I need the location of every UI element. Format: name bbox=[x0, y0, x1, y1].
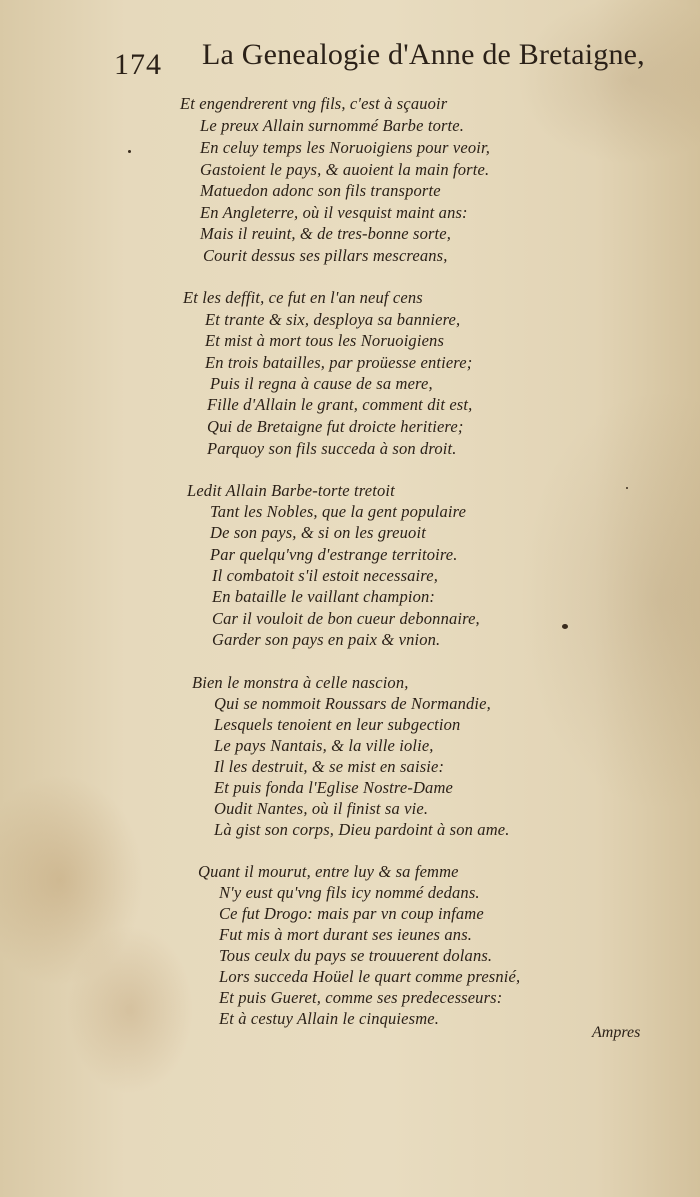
verse-line: En celuy temps les Noruoigiens pour veoir, bbox=[200, 138, 490, 157]
verse-line: N'y eust qu'vng fils icy nommé dedans. bbox=[219, 883, 480, 902]
running-title: La Genealogie d'Anne de Bretaigne, bbox=[202, 38, 645, 71]
verse-line: Et les deffit, ce fut en l'an neuf cens bbox=[183, 288, 423, 307]
verse-line: Il les destruit, & se mist en saisie: bbox=[214, 757, 445, 776]
verse-line: Courit dessus ses pillars mescreans, bbox=[203, 246, 448, 265]
verse-line: En Angleterre, où il vesquist maint ans: bbox=[200, 203, 468, 222]
verse-line: Le pays Nantais, & la ville iolie, bbox=[214, 736, 434, 755]
verse-line: Ledit Allain Barbe-torte tretoit bbox=[187, 481, 395, 500]
verse-line: Qui de Bretaigne fut droicte heritiere; bbox=[207, 417, 464, 436]
verse-line: Lors succeda Hoüel le quart comme presnié, bbox=[219, 967, 521, 986]
verse-line: Ce fut Drogo: mais par vn coup infame bbox=[219, 904, 484, 923]
ink-speck bbox=[562, 624, 568, 629]
verse-line: Et à cestuy Allain le cinquiesme. bbox=[219, 1009, 440, 1028]
verse-line: Par quelqu'vng d'estrange territoire. bbox=[210, 545, 458, 564]
verse-line: Puis il regna à cause de sa mere, bbox=[210, 374, 433, 393]
ink-speck bbox=[128, 150, 131, 153]
verse-line: Fille d'Allain le grant, comment dit est, bbox=[207, 395, 473, 414]
verse-line: Et engendrerent vng fils, c'est à sçauoir bbox=[180, 94, 448, 113]
verse-line: Qui se nommoit Roussars de Normandie, bbox=[214, 694, 491, 713]
verse-line: Et mist à mort tous les Noruoigiens bbox=[205, 331, 445, 350]
verse-line: Tous ceulx du pays se trouuerent dolans. bbox=[219, 946, 493, 965]
verse-line: Lesquels tenoient en leur subgection bbox=[214, 715, 461, 734]
verse-line: Car il vouloit de bon cueur debonnaire, bbox=[212, 609, 480, 628]
verse-line: Matuedon adonc son fils transporte bbox=[200, 181, 441, 200]
verse-line: Et puis fonda l'Eglise Nostre-Dame bbox=[214, 778, 454, 797]
verse-line: Fut mis à mort durant ses ieunes ans. bbox=[219, 925, 473, 944]
verse-line: Bien le monstra à celle nascion, bbox=[192, 673, 409, 692]
verse-line: Et trante & six, desploya sa banniere, bbox=[205, 310, 461, 329]
verse-line: Là gist son corps, Dieu pardoint à son ame. bbox=[214, 820, 510, 839]
verse-line: Il combatoit s'il estoit necessaire, bbox=[212, 566, 438, 585]
verse-line: Mais il reuint, & de tres-bonne sorte, bbox=[200, 224, 452, 243]
verse-line: En trois batailles, par proüesse entiere; bbox=[205, 353, 473, 372]
verse-line: De son pays, & si on les greuoit bbox=[210, 523, 426, 542]
verse-line: Parquoy son fils succeda à son droit. bbox=[207, 439, 457, 458]
verse-line: Tant les Nobles, que la gent populaire bbox=[210, 502, 467, 521]
catchword: Ampres bbox=[592, 1024, 641, 1041]
ink-speck bbox=[626, 487, 628, 489]
verse-line: En bataille le vaillant champion: bbox=[212, 587, 436, 606]
page-number: 174 bbox=[114, 48, 162, 81]
verse-line: Garder son pays en paix & vnion. bbox=[212, 630, 441, 649]
verse-line: Gastoient le pays, & auoient la main forte. bbox=[200, 160, 490, 179]
verse-line: Et puis Gueret, comme ses predecesseurs: bbox=[219, 988, 503, 1007]
verse-line: Oudit Nantes, où il finist sa vie. bbox=[214, 799, 429, 818]
verse-line: Quant il mourut, entre luy & sa femme bbox=[198, 862, 459, 881]
verse-line: Le preux Allain surnommé Barbe torte. bbox=[200, 116, 465, 135]
